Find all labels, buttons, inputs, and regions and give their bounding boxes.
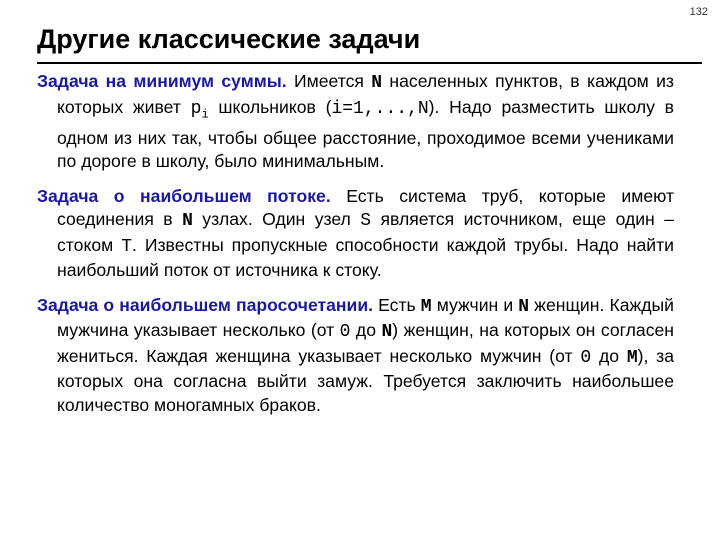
paragraph-max-matching (37, 294, 674, 418)
term-max-flow: Задача о наибольшем потоке. (37, 185, 331, 206)
paragraph-max-flow (37, 185, 674, 283)
text: до (591, 345, 627, 366)
text: Есть (373, 294, 421, 315)
variable-n: N (518, 296, 530, 317)
text: узлах. Один узел (192, 209, 361, 230)
paragraph-min-sum (37, 70, 674, 174)
text: является источником, еще один – стоком (57, 209, 674, 255)
term-min-sum: Задача на минимум суммы. (37, 71, 287, 91)
variable-p-subscript: i (201, 107, 209, 122)
variable-n: N (371, 73, 383, 93)
variable-n: N (381, 322, 393, 343)
page-number: 132 (689, 6, 708, 18)
variable-m: M (626, 347, 638, 368)
text: мужчин и (431, 294, 519, 315)
text: ). Надо разместить школу в одном из них так, чтобы общее расстояние, проходимое всеми учениками по дороге в школу, было минимальным. (57, 96, 674, 172)
slide-title: Другие классические задачи (37, 24, 421, 54)
text: ), за которых она согласна выйти замуж. Требуется заключить наибольшее количество моногамных браков. (57, 345, 674, 415)
variable-s: S (360, 211, 372, 232)
variable-m: M (420, 296, 432, 317)
text: Имеется (286, 71, 372, 91)
variable-p: p (190, 98, 202, 119)
range-expression: i=1,...,N (331, 98, 429, 119)
number-zero: 0 (580, 347, 592, 368)
title-underline (37, 62, 702, 64)
text: школьников ( (208, 96, 332, 117)
variable-t: T (121, 236, 132, 257)
number-zero: 0 (339, 322, 351, 343)
slide-content (37, 70, 674, 428)
text: ) женщин, на которых он согласен жениться. Каждая женщина указывает несколько мужчин (от (57, 320, 674, 366)
text: Есть система труб, которые имеют соединения в (57, 185, 675, 230)
term-max-matching: Задача о наибольшем паросочетании. (37, 294, 374, 315)
text: женщин. Каждый мужчина указывает несколько (от (57, 294, 674, 341)
text: населенных пунктов, в каждом из которых живет (57, 71, 675, 117)
text: до (350, 320, 382, 341)
variable-n: N (182, 211, 193, 232)
text: . Известны пропускные способности каждой трубы. Надо найти наибольший поток от источника к стоку. (57, 234, 674, 281)
